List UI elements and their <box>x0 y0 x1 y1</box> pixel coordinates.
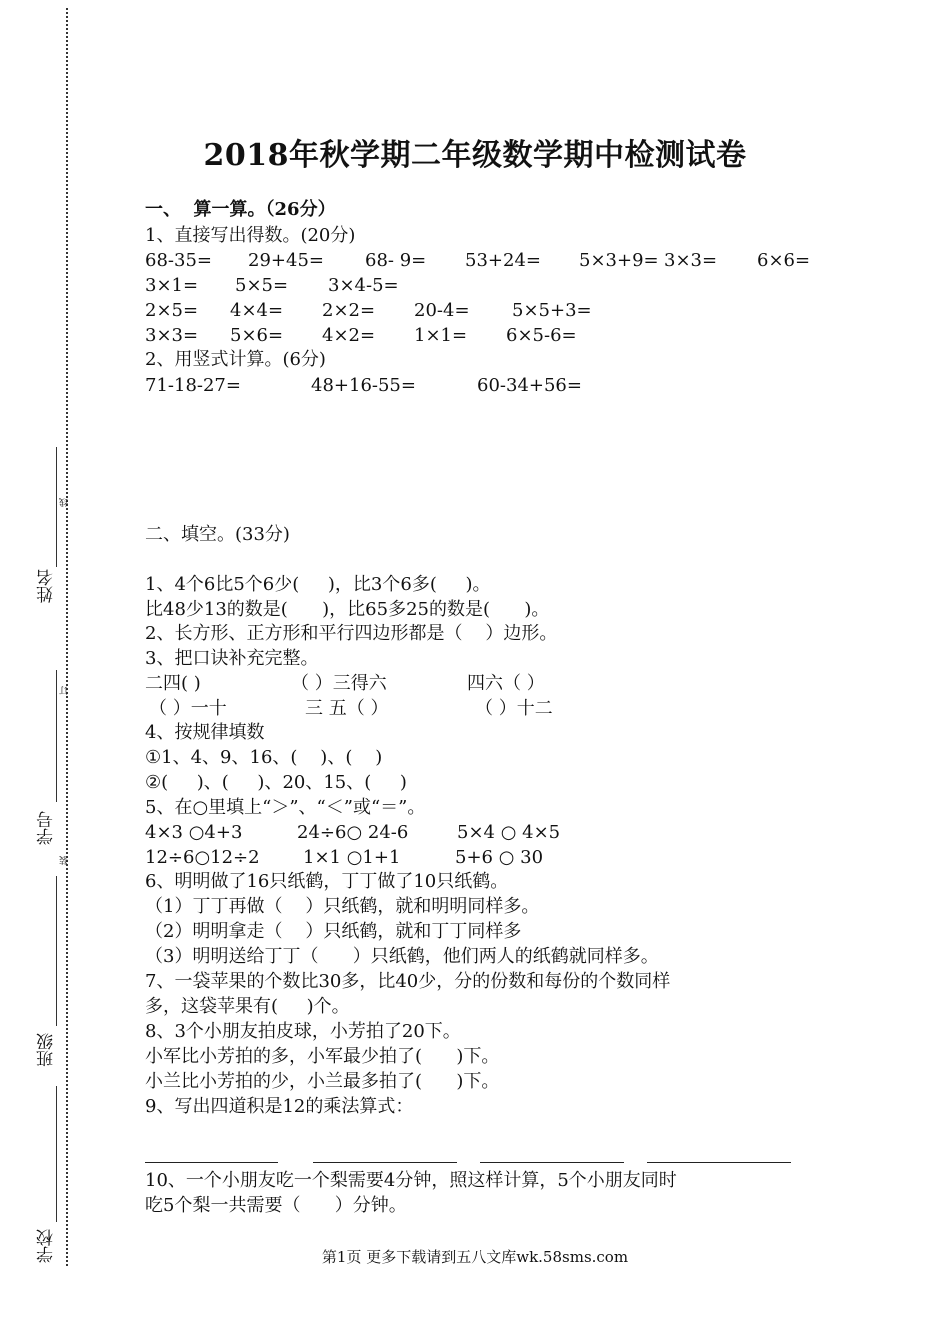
name-underline <box>56 447 57 567</box>
oral-item: 3×3= <box>145 325 199 346</box>
oral-item: 1×1= <box>414 325 468 346</box>
rhyme-item: 四六（ ） <box>467 673 545 694</box>
oral-item: 3×1= <box>145 275 199 296</box>
oral-item: 3×4-5= <box>328 275 399 296</box>
fill-line: 5、在○里填上“＞”、“＜”或“＝”。 <box>145 797 426 818</box>
oral-item: 2×2= <box>322 300 376 321</box>
fill-line: 3、把口诀补充完整。 <box>145 648 319 669</box>
exam-title: 2018年秋学期二年级数学期中检测试卷 <box>203 138 747 173</box>
q1-instruction: 1、直接写出得数。(20分) <box>145 225 356 246</box>
fill-line: 4、按规律填数 <box>145 722 265 743</box>
section2-heading: 二、填空。(33分) <box>145 524 290 545</box>
oral-item: 3×3= <box>664 250 718 271</box>
class-underline <box>56 876 57 1026</box>
fill-line: （1）丁丁再做（ ）只纸鹤，就和明明同样多。 <box>145 896 540 917</box>
oral-item: 20-4= <box>414 300 470 321</box>
answer-blank[interactable] <box>480 1162 624 1163</box>
school-underline <box>56 1086 57 1222</box>
answer-blank[interactable] <box>313 1162 457 1163</box>
fill-line: 小兰比小芳拍的少，小兰最多拍了( )下。 <box>145 1071 500 1092</box>
compare-item: 12÷6○12÷2 <box>145 847 260 868</box>
answer-blank[interactable] <box>647 1162 791 1163</box>
fill-line: 6、明明做了16只纸鹤，丁丁做了10只纸鹤。 <box>145 871 509 892</box>
oral-item: 5×6= <box>230 325 284 346</box>
class-label: 班级 <box>37 1033 57 1067</box>
compare-item: 1×1 ○1+1 <box>303 847 401 868</box>
fill-line: 2、长方形、正方形和平行四边形都是（ ）边形。 <box>145 623 558 644</box>
fill-line: 1、4个6比5个6少( )，比3个6多( )。 <box>145 574 491 595</box>
answer-blank[interactable] <box>145 1162 278 1163</box>
number-label: 学号 <box>37 811 57 845</box>
vertical-calc-item: 60-34+56= <box>477 375 582 396</box>
oral-item: 4×2= <box>322 325 376 346</box>
oral-item: 53+24= <box>465 250 541 271</box>
oral-item: 68-35= <box>145 250 212 271</box>
school-label: 学校 <box>37 1229 57 1263</box>
vertical-calc-item: 48+16-55= <box>311 375 416 396</box>
section1-heading: 一、 算一算。（26分） <box>145 199 336 220</box>
cut-mark-ding: 订 <box>60 686 70 695</box>
rhyme-item: （ ）一十 <box>149 698 227 719</box>
oral-item: 29+45= <box>248 250 324 271</box>
q2-instruction: 2、用竖式计算。(6分) <box>145 349 326 370</box>
fill-line: ①1、4、9、16、( )、( ) <box>145 747 383 768</box>
compare-item: 24÷6○ 24-6 <box>297 822 409 843</box>
fill-line: 多，这袋苹果有( )个。 <box>145 996 350 1017</box>
fill-line: （2）明明拿走（ ）只纸鹤，就和丁丁同样多 <box>145 921 522 942</box>
rhyme-item: （ ）十二 <box>475 698 553 719</box>
rhyme-item: 二四( ) <box>145 673 201 694</box>
fill-line: 吃5个梨一共需要（ ）分钟。 <box>145 1195 407 1216</box>
oral-item: 68- 9= <box>365 250 427 271</box>
oral-item: 5×3+9= <box>579 250 659 271</box>
oral-item: 5×5+3= <box>512 300 592 321</box>
fill-line: 小军比小芳拍的多，小军最少拍了( )下。 <box>145 1046 500 1067</box>
rhyme-item: （ ）三得六 <box>291 673 387 694</box>
fill-line: 7、一袋苹果的个数比30多，比40少，分的份数和每份的个数同样 <box>145 971 671 992</box>
cut-mark-zhuang: 装 <box>60 856 70 865</box>
fill-line: 10、一个小朋友吃一个梨需要4分钟，照这样计算，5个小朋友同时 <box>145 1170 677 1191</box>
name-label: 姓名 <box>37 569 57 603</box>
compare-item: 5+6 ○ 30 <box>455 847 544 868</box>
oral-item: 6×5-6= <box>506 325 577 346</box>
oral-item: 6×6= <box>757 250 811 271</box>
fill-line: 9、写出四道积是12的乘法算式： <box>145 1096 414 1117</box>
fill-line: （3）明明送给丁丁（ ）只纸鹤，他们两人的纸鹤就同样多。 <box>145 946 659 967</box>
binding-dotted-line <box>66 8 68 1266</box>
vertical-calc-item: 71-18-27= <box>145 375 241 396</box>
oral-item: 5×5= <box>235 275 289 296</box>
rhyme-item: 三 五（ ） <box>305 698 389 719</box>
cut-mark-line: 线 <box>60 498 70 507</box>
compare-item: 4×3 ○4+3 <box>145 822 243 843</box>
fill-line: 8、3个小朋友拍皮球，小芳拍了20下。 <box>145 1021 461 1042</box>
page-footer: 第1页 更多下载请到五八文库wk.58sms.com <box>321 1248 629 1266</box>
oral-item: 2×5= <box>145 300 199 321</box>
fill-line: ②( )、( )、20、15、( ) <box>145 772 407 793</box>
compare-item: 5×4 ○ 4×5 <box>457 822 561 843</box>
fill-line: 比48少13的数是( )，比65多25的数是( )。 <box>145 599 550 620</box>
oral-item: 4×4= <box>230 300 284 321</box>
number-underline <box>56 670 57 802</box>
